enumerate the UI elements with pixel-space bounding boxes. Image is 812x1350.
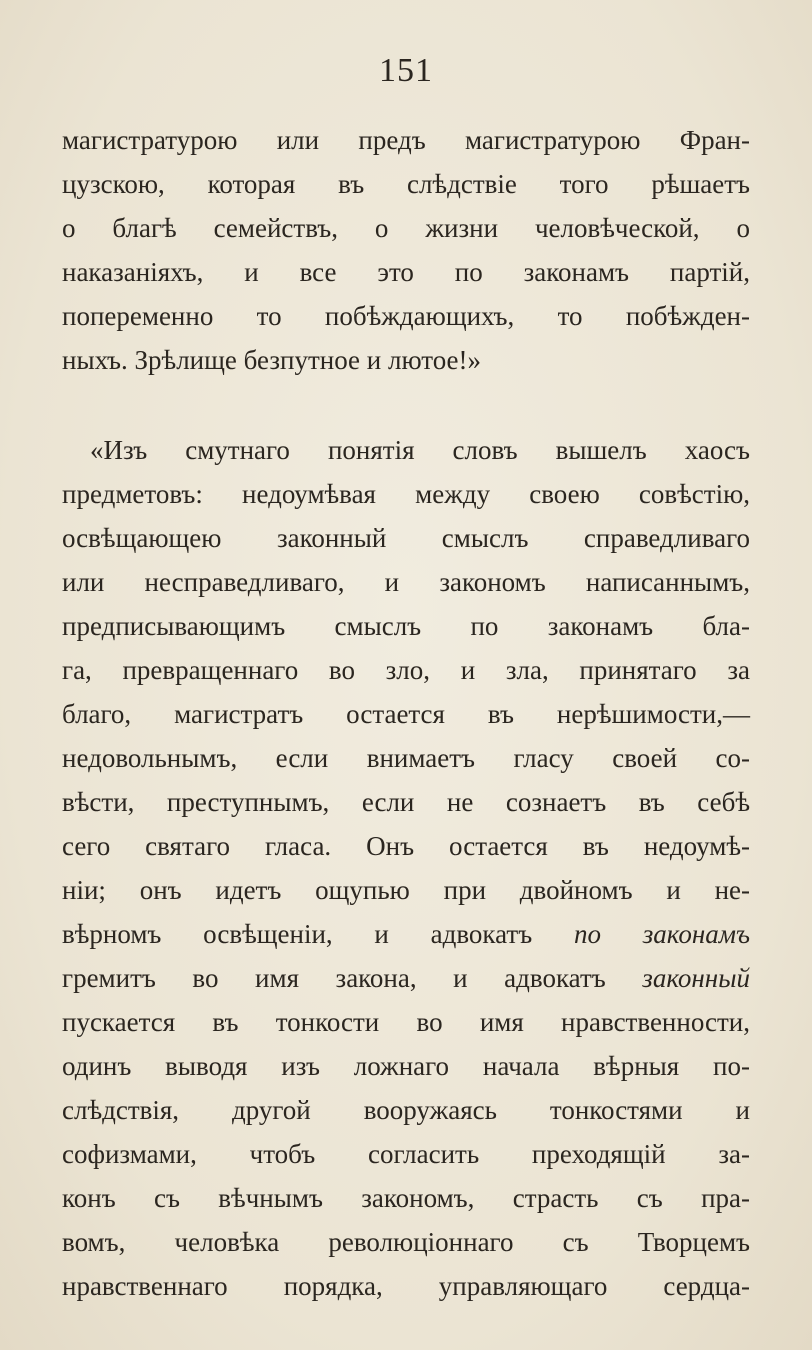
text-line: магистратурою или предъ магистратурою Фран-	[62, 125, 750, 155]
text-line: одинъ выводя изъ ложнаго начала вѣрныя по-	[62, 1051, 750, 1081]
text-line: пускается въ тонкости во имя нравственности,	[62, 1007, 750, 1037]
text-line: конъ съ вѣчнымъ закономъ, страсть съ пра-	[62, 1183, 750, 1213]
text-line: цузскою, которая въ слѣдствіе того рѣшаетъ	[62, 169, 750, 199]
text-line: освѣщающею законный смыслъ справедливаго	[62, 523, 750, 553]
text-line: благо, магистратъ остается въ нерѣшимости,—	[62, 699, 750, 729]
text-span: гремитъ во имя закона, и адвокатъ	[62, 963, 606, 993]
text-line: о благѣ семействъ, о жизни человѣческой, о	[62, 213, 750, 243]
page-number: 151	[379, 52, 433, 89]
text-line: ніи; онъ идетъ ощупью при двойномъ и не-	[62, 875, 750, 905]
text-line: вомъ, человѣка революціоннаго съ Творцемъ	[62, 1227, 750, 1257]
text-line: нравственнаго порядка, управляющаго сердца-	[62, 1271, 750, 1301]
text-line	[62, 956, 750, 1000]
text-line: предписывающимъ смыслъ по законамъ бла-	[62, 611, 750, 641]
text-line: попеременно то побѣждающихъ, то побѣжден-	[62, 301, 750, 331]
text-line: га, превращеннаго во зло, и зла, принятаго за	[62, 655, 750, 685]
text-line: ныхъ. Зрѣлище безпутное и лютое!»	[62, 345, 482, 375]
text-line	[62, 912, 750, 956]
text-line: предметовъ: недоумѣвая между своею совѣстію,	[62, 479, 750, 509]
text-span: вѣрномъ освѣщеніи, и адвокатъ	[62, 919, 533, 949]
text-line: софизмами, чтобъ согласить преходящій за-	[62, 1139, 750, 1169]
text-line: слѣдствія, другой вооружаясь тонкостями и	[62, 1095, 750, 1125]
text-line: «Изъ смутнаго понятія словъ вышелъ хаосъ	[90, 435, 750, 465]
text-line: или несправедливаго, и закономъ написаннымъ,	[62, 567, 750, 597]
text-line: сего святаго гласа. Онъ остается въ недоумѣ-	[62, 831, 750, 861]
italic-phrase: по законамъ	[573, 919, 751, 949]
italic-phrase: законный	[642, 963, 750, 993]
text-line: наказаніяхъ, и все это по законамъ партій,	[62, 257, 750, 287]
text-line: недовольнымъ, если внимаетъ гласу своей со-	[62, 743, 750, 773]
text-line: вѣсти, преступнымъ, если не сознаетъ въ себѣ	[62, 787, 750, 817]
